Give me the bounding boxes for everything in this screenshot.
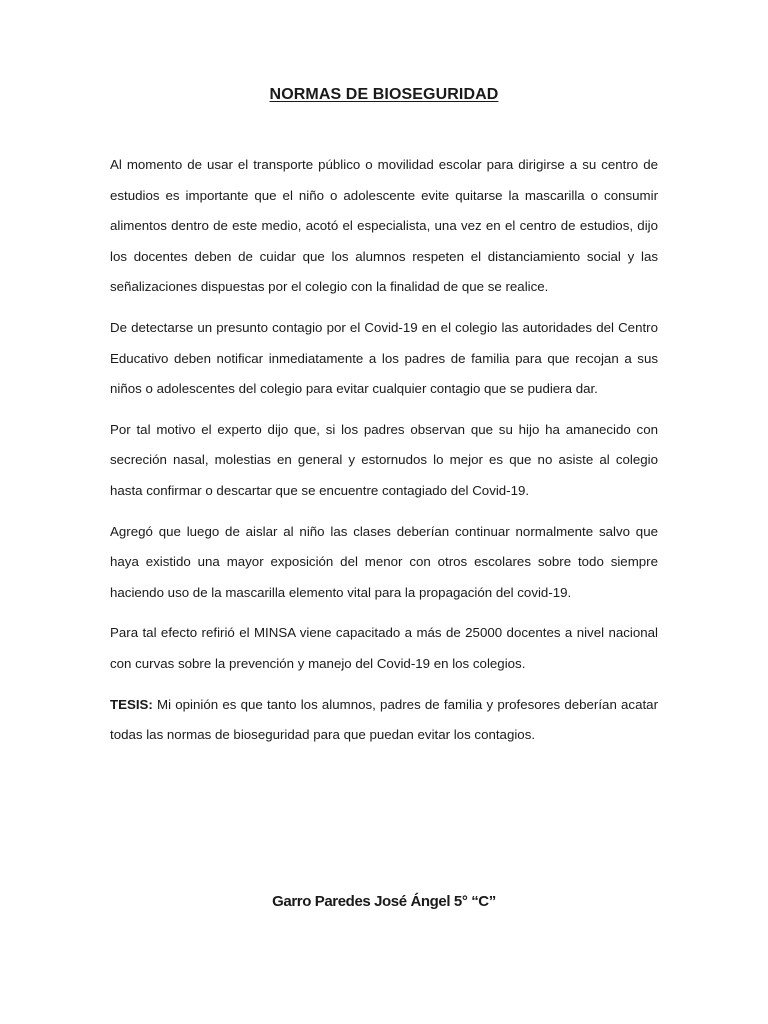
thesis-text: Mi opinión es que tanto los alumnos, padres de familia y profesores deberían acatar todas las normas de bioseguridad para que puedan evitar los contagios. (110, 696, 658, 743)
paragraph-isolation: Agregó que luego de aislar al niño las clases deberían continuar normalmente salvo que haya existido una mayor exposición del menor con otros escolares sobre todo siempre haciendo uso de la mascarilla elemento vital para la propagación del covid-19. (110, 523, 658, 600)
thesis-label: TESIS: (110, 696, 153, 712)
paragraph-thesis (110, 690, 658, 751)
author-signature: Garro Paredes José Ángel 5° “C” (272, 893, 496, 910)
paragraph-symptoms: Por tal motivo el experto dijo que, si los padres observan que su hijo ha amanecido con secreción nasal, molestias en general y estornudos lo mejor es que no asiste al colegio hasta confirmar o descartar que se encuentre contagiado del Covid-19. (110, 421, 658, 498)
paragraph-transport: Al momento de usar el transporte público o movilidad escolar para dirigirse a su centro de estudios es importante que el niño o adolescente evite quitarse la mascarilla o consumir alimentos dentro de este medio, acotó el especialista, una vez en el centro de estudios, dijo los docentes deben de cuidar que los alumnos respeten el distanciamiento social y las señalizaciones dispuestas por el colegio con la finalidad de que se realice. (110, 157, 658, 295)
paragraph-minsa: Para tal efecto refirió el MINSA viene capacitado a más de 25000 docentes a nivel nacional con curvas sobre la prevención y manejo del Covid-19 en los colegios. (110, 625, 658, 671)
document-body (110, 150, 658, 761)
document-title: NORMAS DE BIOSEGURIDAD (269, 86, 499, 103)
paragraph-contagion: De detectarse un presunto contagio por el Covid-19 en el colegio las autoridades del Centro Educativo deben notificar inmediatamente a los padres de familia para que recojan a sus niños o adolescentes del colegio para evitar cualquier contagio que se pudiera dar. (110, 319, 658, 397)
